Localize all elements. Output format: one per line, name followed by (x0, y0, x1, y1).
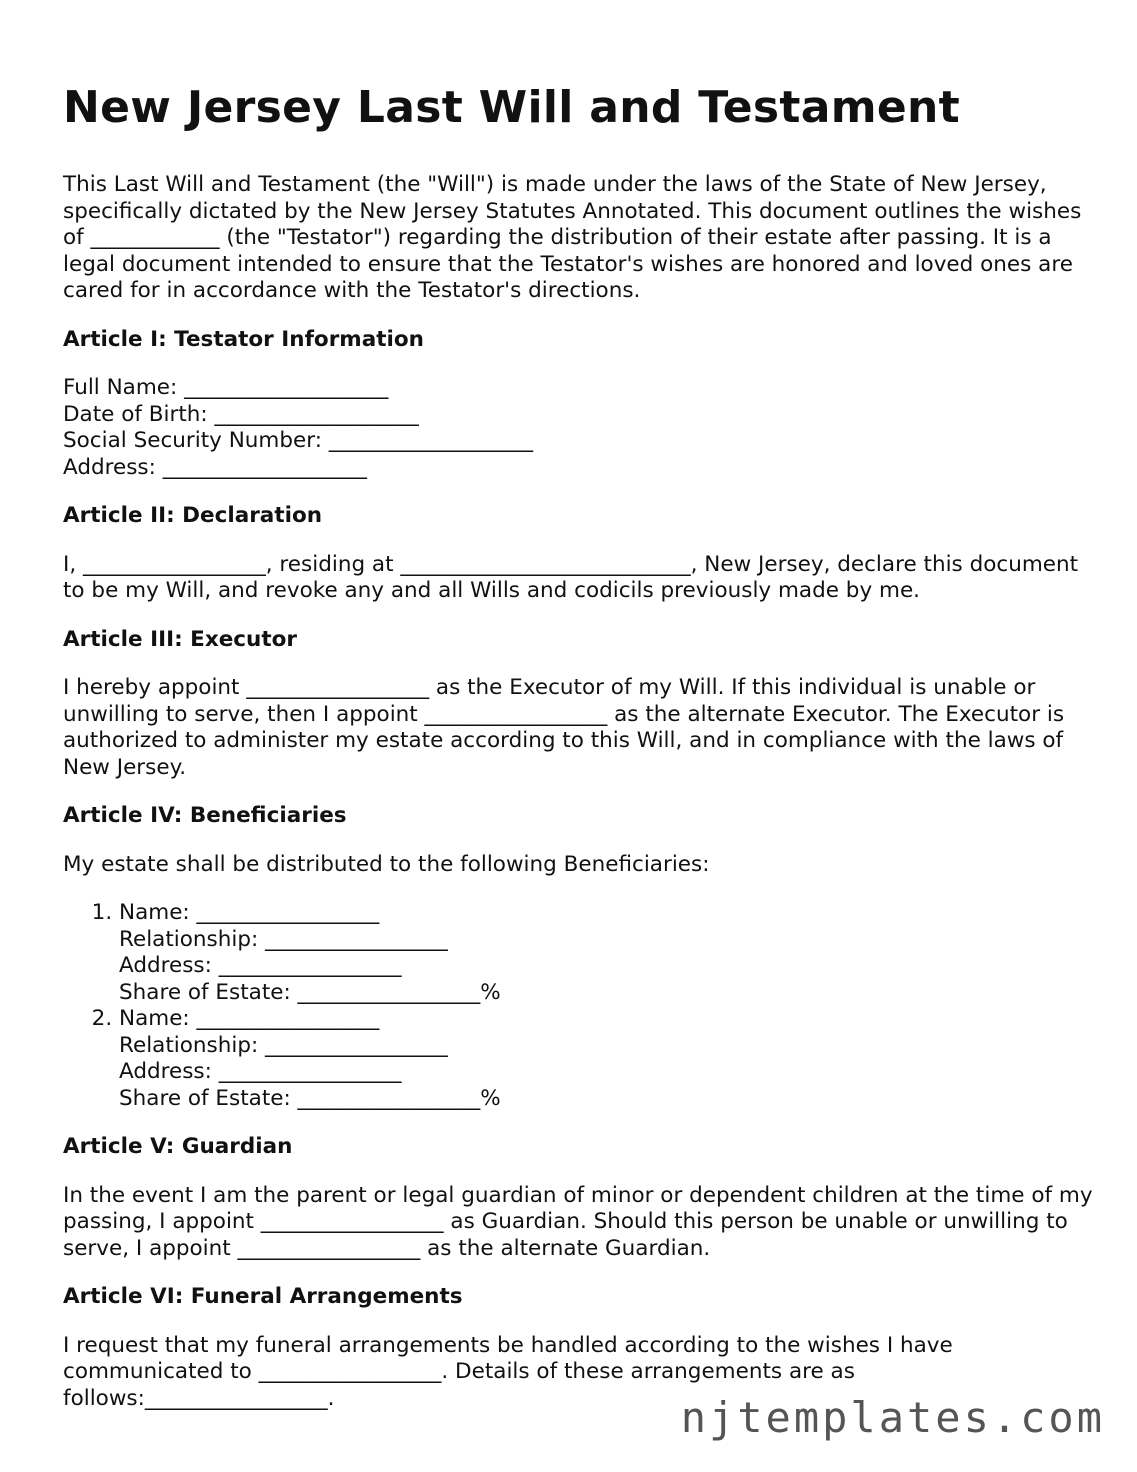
beneficiary-relationship-field[interactable]: Relationship: _________________ (119, 1032, 448, 1058)
beneficiary-share-field[interactable]: Share of Estate: _________________% (119, 1085, 501, 1111)
article-1-section (63, 327, 1103, 482)
beneficiary-name-field[interactable]: 1. Name: _________________ (119, 900, 380, 925)
site-watermark: njtemplates.com (680, 1393, 1105, 1442)
article-3-section (63, 627, 1103, 782)
beneficiary-name-field[interactable]: 2. Name: _________________ (119, 1006, 380, 1031)
beneficiary-share-field[interactable]: Share of Estate: _________________% (119, 979, 501, 1005)
declaration-paragraph: I, _________________, residing at ___________________________, New Jersey, declare this document to be my Will, and revoke any and all Wills and codicils previously made by me. (63, 551, 1079, 603)
article-4-heading: Article IV: Beneficiaries (63, 803, 347, 828)
article-5-section (63, 1134, 1103, 1262)
beneficiary-relationship-field[interactable]: Relationship: _________________ (119, 926, 448, 952)
article-2-heading: Article II: Declaration (63, 503, 323, 528)
document-page (63, 80, 1103, 1412)
beneficiary-address-field[interactable]: Address: _________________ (119, 1059, 402, 1084)
full-name-field[interactable]: Full Name: ___________________ (63, 375, 389, 400)
article-5-heading: Article V: Guardian (63, 1134, 293, 1159)
article-3-heading: Article III: Executor (63, 626, 297, 652)
intro-paragraph: This Last Will and Testament (the "Will") is made under the laws of the State of New Jersey, specifically dictated by the New Jersey Statutes Annotated. This document outlines the wishes of ____________ (the "Testator") regarding the distribution of their estate after passing. It is a legal document intended to ensure that the Testator's wishes are honored and loved ones are cared for in accordance with the Testator's directions. (63, 172, 1082, 303)
article-4-section (63, 803, 1103, 1112)
beneficiary-address-field[interactable]: Address: _________________ (119, 953, 402, 978)
document-title: New Jersey Last Will and Testament (63, 82, 960, 133)
article-1-heading: Article I: Testator Information (63, 326, 424, 352)
beneficiary-item (119, 1006, 1103, 1112)
beneficiaries-intro: My estate shall be distributed to the following Beneficiaries: (63, 851, 710, 877)
testator-info-fields (63, 375, 1103, 481)
article-2-section (63, 503, 1103, 605)
ssn-field[interactable]: Social Security Number: ___________________ (63, 428, 534, 453)
date-of-birth-field[interactable]: Date of Birth: ___________________ (63, 401, 419, 427)
address-field[interactable]: Address: ___________________ (63, 454, 367, 480)
beneficiary-item (119, 900, 1103, 1006)
beneficiary-list (63, 900, 1103, 1112)
executor-paragraph: I hereby appoint _________________ as the Executor of my Will. If this individual is unable or unwilling to serve, then I appoint _________________ as the alternate Executor. The Executor is authorized to administer my estate according to this Will, and in compliance with the laws of New Jersey. (63, 675, 1065, 780)
article-6-heading: Article VI: Funeral Arrangements (63, 1284, 463, 1309)
funeral-paragraph: I request that my funeral arrangements be handled according to the wishes I have communicated to _________________. Details of these arrangements are as follows:_________________. (63, 1332, 953, 1411)
guardian-paragraph: In the event I am the parent or legal guardian of minor or dependent children at the time of my passing, I appoint _________________ as Guardian. Should this person be unable or unwilling to serve, I appoint _________________ as the alternate Guardian. (63, 1182, 1093, 1261)
